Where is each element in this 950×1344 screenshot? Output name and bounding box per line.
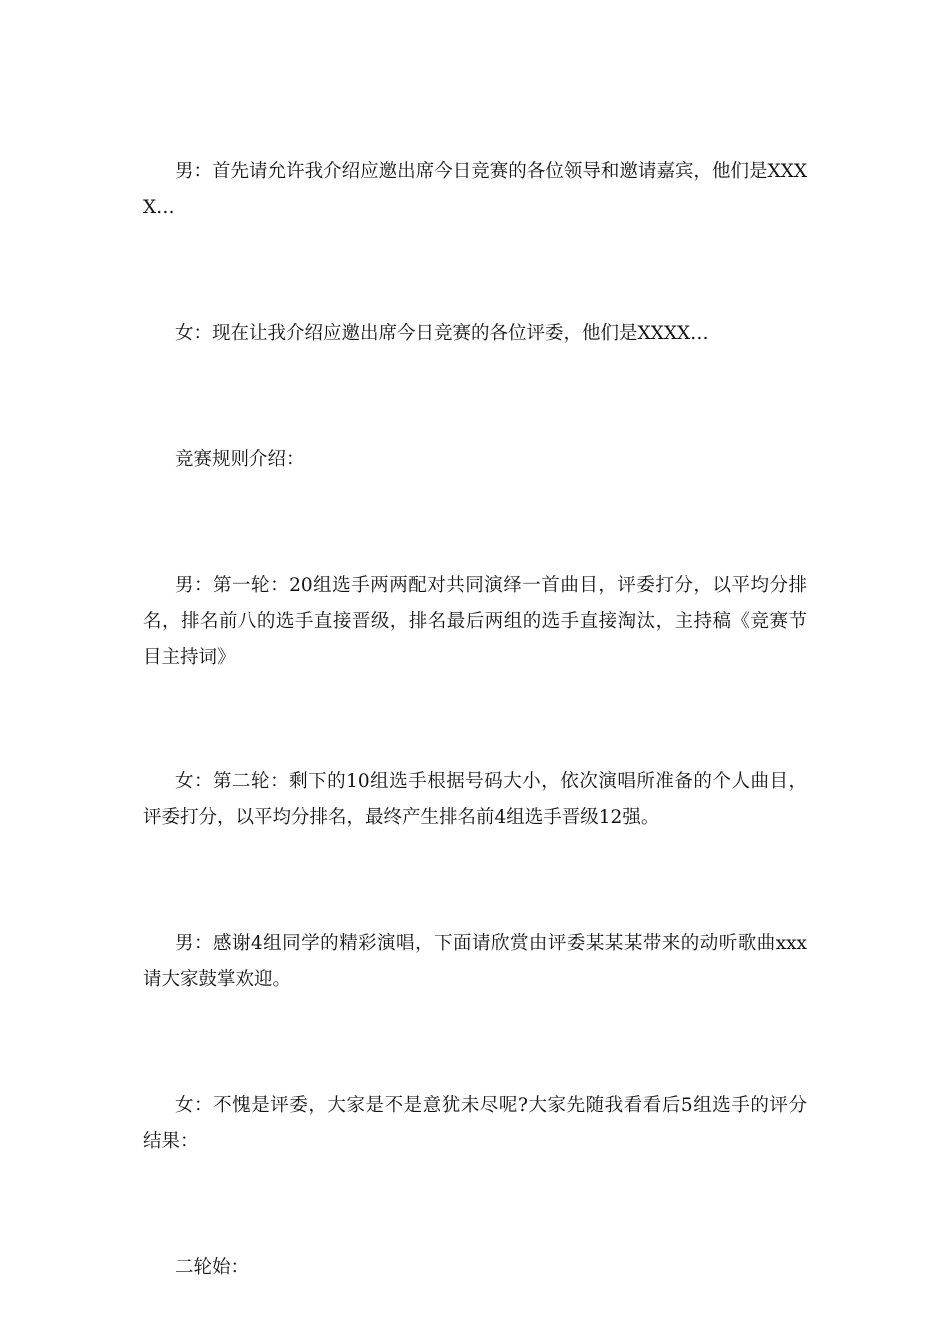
paragraph-judge-song: 男：感谢4组同学的精彩演唱，下面请欣赏由评委某某某带来的动听歌曲xxx请大家鼓掌欢迎。 [143, 933, 807, 990]
paragraph-score-results: 女：不愧是评委，大家是不是意犹未尽呢?大家先随我看看后5组选手的评分结果： [143, 1095, 807, 1152]
paragraph-round-two: 女：第二轮：剩下的10组选手根据号码大小，依次演唱所准备的个人曲目，评委打分，以平均分排名，最终产生排名前4组选手晋级12强。 [143, 771, 807, 828]
document-body [143, 154, 807, 1286]
paragraph-intro-judges: 女：现在让我介绍应邀出席今日竞赛的各位评委，他们是XXXX… [175, 323, 709, 344]
paragraph-round-one: 男：第一轮：20组选手两两配对共同演绎一首曲目，评委打分，以平均分排名，排名前八的选手直接晋级，排名最后两组的选手直接淘汰，主持稿《竞赛节目主持词》 [143, 575, 807, 668]
paragraph-round-two-start: 二轮始： [175, 1257, 250, 1278]
paragraph-rules-heading: 竞赛规则介绍： [175, 449, 305, 470]
paragraph-intro-guests: 男：首先请允许我介绍应邀出席今日竞赛的各位领导和邀请嘉宾，他们是XXXX… [143, 161, 807, 218]
